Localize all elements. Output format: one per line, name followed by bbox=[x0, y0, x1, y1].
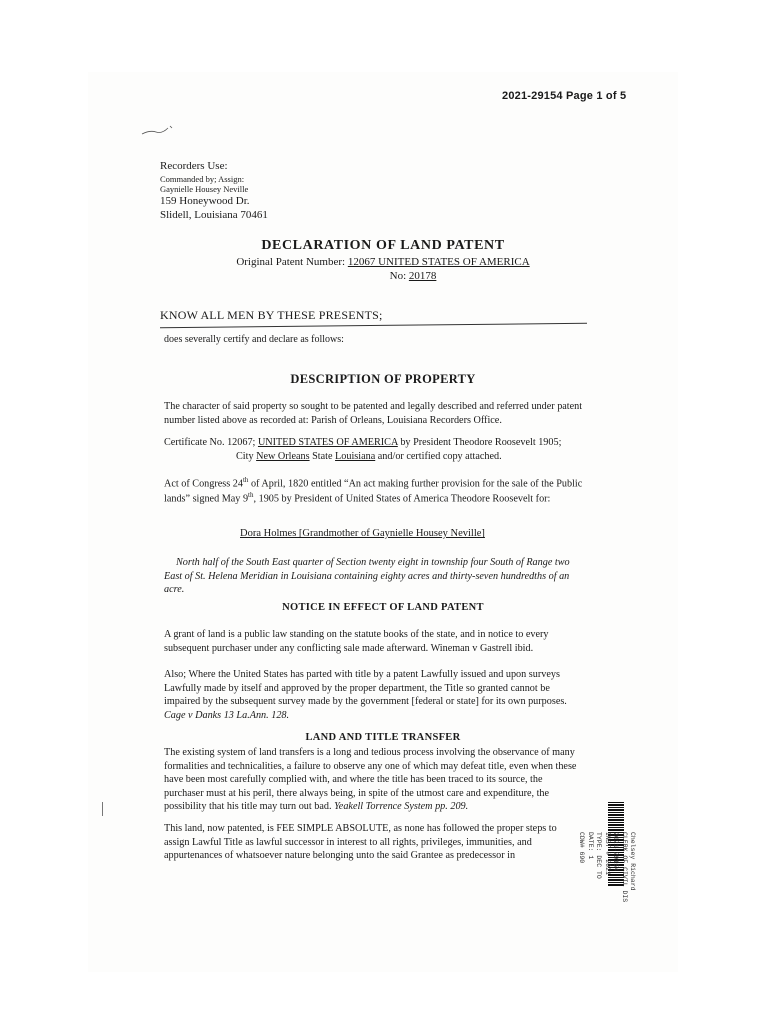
address-line-1: 159 Honeywood Dr. bbox=[160, 195, 250, 207]
transfer-para-1-cite: Yeakell Torrence System pp. 209. bbox=[334, 801, 469, 813]
certificate-para bbox=[164, 436, 584, 463]
notice-para-2 bbox=[164, 668, 584, 722]
pen-mark bbox=[140, 122, 180, 138]
stamp-line: CLERK OF CIVIL DIS bbox=[620, 832, 628, 903]
notice-heading: NOTICE IN EFFECT OF LAND PATENT bbox=[282, 602, 484, 613]
certify-line: does severally certify and declare as follows: bbox=[164, 334, 344, 345]
state-label: State bbox=[312, 450, 333, 462]
assignee-name: Gaynielle Housey Neville bbox=[160, 184, 249, 195]
recorder-title: Recorders Use: bbox=[160, 160, 228, 172]
transfer-heading: LAND AND TITLE TRANSFER bbox=[305, 732, 461, 743]
act-sup-1: th bbox=[242, 476, 249, 484]
patent-no-label: No: bbox=[389, 270, 407, 282]
transfer-para-2: This land, now patented, is FEE SIMPLE ABSOLUTE, as none has followed the proper steps to assign Lawful Title as lawful successor in interest to all rights, privileges, immunities, and appurtenances of whatsoever nature belonging unto the said Grantee as predecessor in bbox=[164, 823, 557, 862]
cert-by: by President Theodore Roosevelt 1905; bbox=[400, 437, 562, 448]
know-all-men: KNOW ALL MEN BY THESE PRESENTS; bbox=[160, 308, 383, 322]
city-value: New Orleans bbox=[256, 450, 310, 462]
address-line-2: Slidell, Louisiana 70461 bbox=[160, 208, 268, 221]
description-para-1: The character of said property so sought to be patented and legally described and referred under patent number listed above as recorded at: Parish of Orleans, Louisiana Recorders Office. bbox=[164, 401, 583, 426]
act-text-c: , 1905 by President of United States of America Theodore Roosevelt for: bbox=[253, 493, 551, 505]
notice-para-2-cite: Cage v Danks 13 La.Ann. 128. bbox=[164, 709, 290, 721]
stamp-line: 2021-29154 bbox=[612, 832, 620, 872]
act-text-a: Act of Congress 24 bbox=[164, 478, 243, 490]
page-number-label: 2021-29154 Page 1 of 5 bbox=[502, 90, 627, 102]
stamp-line: CDW# 690 bbox=[578, 832, 586, 864]
recorder-block bbox=[160, 160, 268, 223]
patent-no-value: 20178 bbox=[408, 270, 437, 282]
cert-usa: UNITED STATES OF AMERICA bbox=[257, 437, 398, 448]
city-label: City bbox=[236, 450, 254, 462]
patent-no-line bbox=[118, 270, 708, 282]
margin-mark bbox=[102, 802, 103, 816]
transfer-para-1-text: The existing system of land transfers is a long and tedious process involving the observance of many formalities and technicalities, a failure to observe any one of which may defeat title, even when these have been most carefully complied with, and where the title has been traced to its source, the purchaser must at his peril, there always being, in spite of the utmost care and expenditure, the possibility that his title may turn out bad. bbox=[164, 747, 577, 813]
cert-prefix: Certificate No. 12067; bbox=[164, 437, 256, 448]
cert-tail: and/or certified copy attached. bbox=[377, 450, 502, 462]
legal-description: North half of the South East quarter of Section twenty eight in township four South of Range two East of St. Helena Meridian in Louisiana containing eighty acres and thirty-seven hundredths of an acre. bbox=[164, 557, 570, 596]
state-value: Louisiana bbox=[335, 450, 376, 462]
document-page bbox=[88, 72, 678, 972]
original-patent-value: 12067 UNITED STATES OF AMERICA bbox=[347, 256, 530, 268]
transfer-para-1 bbox=[164, 746, 584, 814]
notice-para-2-text: Also; Where the United States has parted with title by a patent Lawfully issued and upon surveys Lawfully made by itself and approved by the proper department, the Title so granted cannot be impaired by the subsequent survey made by the government [federal or state] for its own purposes. bbox=[164, 669, 567, 708]
stamp-line: Chelsey Richard bbox=[629, 832, 636, 891]
act-text-b: of April, 1820 entitled “An act making further provision for the sale of the Public lands” signed May 9 bbox=[164, 478, 583, 505]
original-patent-line bbox=[88, 256, 678, 268]
stamp-line: INST # 2021 bbox=[603, 832, 611, 875]
description-heading: DESCRIPTION OF PROPERTY bbox=[290, 372, 476, 386]
document-title: DECLARATION OF LAND PATENT bbox=[261, 238, 505, 253]
stamp-line: TYPE: DEC TO bbox=[595, 832, 603, 879]
act-sup-2: th bbox=[248, 490, 254, 499]
divider-rule bbox=[160, 323, 587, 328]
act-of-congress-para bbox=[164, 476, 584, 506]
original-patent-label: Original Patent Number: bbox=[236, 256, 346, 268]
grantee-name: Dora Holmes [Grandmother of Gaynielle Housey Neville] bbox=[240, 528, 485, 539]
notice-para-1: A grant of land is a public law standing on the statute books of the state, and in notice to every subsequent purchaser under any conflicting sale made afterward. Wineman v Gastrell ibid. bbox=[164, 629, 549, 654]
grantee-line bbox=[240, 528, 485, 539]
stamp-line: DATE: 1 bbox=[586, 832, 594, 860]
commanded-by: Commanded by; Assign: bbox=[160, 173, 245, 184]
clerk-stamp bbox=[577, 832, 636, 952]
